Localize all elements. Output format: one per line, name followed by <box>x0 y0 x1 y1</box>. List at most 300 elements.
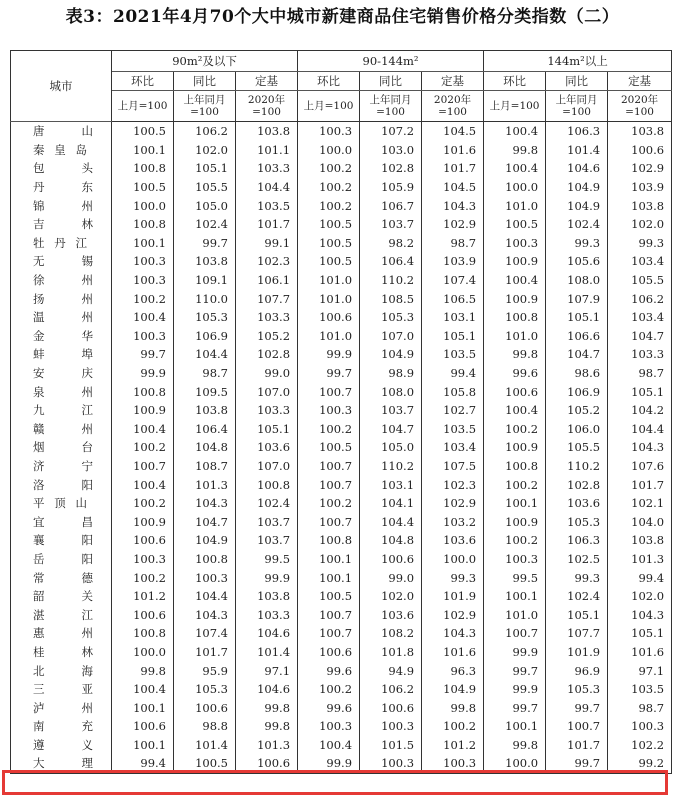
index-value-cell: 100.2 <box>484 475 546 494</box>
index-value-cell: 100.0 <box>422 550 484 569</box>
index-value-cell: 103.3 <box>608 345 672 364</box>
index-value-cell: 100.3 <box>360 754 422 773</box>
index-value-cell: 105.0 <box>360 438 422 457</box>
index-value-cell: 103.1 <box>422 308 484 327</box>
index-value-cell: 100.8 <box>484 457 546 476</box>
index-value-cell: 99.9 <box>298 754 360 773</box>
index-value-cell: 105.1 <box>422 327 484 346</box>
index-value-cell: 100.3 <box>608 717 672 736</box>
index-value-cell: 106.1 <box>236 271 298 290</box>
index-value-cell: 100.0 <box>112 643 174 662</box>
group-header-large: 144m²以上 <box>484 51 672 72</box>
index-value-cell: 100.9 <box>112 401 174 420</box>
index-value-cell: 107.7 <box>236 289 298 308</box>
index-value-cell: 100.8 <box>298 531 360 550</box>
index-value-cell: 100.1 <box>112 736 174 755</box>
index-value-cell: 101.1 <box>236 141 298 160</box>
index-value-cell: 104.4 <box>360 512 422 531</box>
table-row <box>11 698 672 717</box>
index-value-cell: 99.7 <box>298 364 360 383</box>
city-cell: 韶关 <box>11 587 112 606</box>
index-value-cell: 100.8 <box>174 550 236 569</box>
index-value-cell: 104.3 <box>608 438 672 457</box>
table-row <box>11 122 672 141</box>
index-value-cell: 101.7 <box>546 736 608 755</box>
city-cell: 大理 <box>11 754 112 773</box>
index-value-cell: 105.3 <box>546 512 608 531</box>
index-value-cell: 101.7 <box>174 643 236 662</box>
index-value-cell: 100.7 <box>298 512 360 531</box>
index-value-cell: 104.4 <box>174 345 236 364</box>
city-cell: 包头 <box>11 159 112 178</box>
index-value-cell: 101.0 <box>484 327 546 346</box>
index-value-cell: 101.0 <box>298 271 360 290</box>
index-value-cell: 103.5 <box>422 345 484 364</box>
table-header <box>11 51 672 122</box>
index-value-cell: 110.2 <box>360 457 422 476</box>
city-cell: 洛阳 <box>11 475 112 494</box>
index-value-cell: 102.4 <box>236 494 298 513</box>
index-value-cell: 99.0 <box>360 568 422 587</box>
index-value-cell: 101.0 <box>484 196 546 215</box>
city-cell: 蚌埠 <box>11 345 112 364</box>
index-value-cell: 96.3 <box>422 661 484 680</box>
index-value-cell: 103.7 <box>236 512 298 531</box>
index-value-cell: 103.3 <box>236 308 298 327</box>
index-value-cell: 99.9 <box>484 643 546 662</box>
index-value-cell: 105.2 <box>546 401 608 420</box>
index-value-cell: 100.2 <box>112 568 174 587</box>
index-value-cell: 100.1 <box>484 717 546 736</box>
table-row <box>11 215 672 234</box>
index-value-cell: 101.9 <box>546 643 608 662</box>
index-value-cell: 99.8 <box>422 698 484 717</box>
index-value-cell: 107.4 <box>422 271 484 290</box>
index-value-cell: 100.4 <box>484 159 546 178</box>
index-value-cell: 102.3 <box>236 252 298 271</box>
index-value-cell: 100.8 <box>112 215 174 234</box>
index-value-cell: 109.1 <box>174 271 236 290</box>
index-value-cell: 106.4 <box>360 252 422 271</box>
index-value-cell: 102.4 <box>546 215 608 234</box>
index-value-cell: 105.1 <box>608 382 672 401</box>
index-value-cell: 99.7 <box>546 698 608 717</box>
group-header-medium: 90-144m² <box>298 51 484 72</box>
city-cell: 宜昌 <box>11 512 112 531</box>
table-row <box>11 457 672 476</box>
index-value-cell: 103.9 <box>422 252 484 271</box>
table-row <box>11 717 672 736</box>
index-value-cell: 101.3 <box>174 475 236 494</box>
index-value-cell: 103.6 <box>236 438 298 457</box>
sub-header-cell: 同比 <box>546 72 608 91</box>
index-value-cell: 103.8 <box>608 122 672 141</box>
index-value-cell: 99.8 <box>236 698 298 717</box>
index-value-cell: 105.5 <box>174 178 236 197</box>
index-value-cell: 103.0 <box>360 141 422 160</box>
sub-header-cell: 同比 <box>174 72 236 91</box>
table-row <box>11 382 672 401</box>
index-value-cell: 103.8 <box>236 122 298 141</box>
index-value-cell: 101.4 <box>546 141 608 160</box>
index-value-cell: 100.2 <box>112 438 174 457</box>
table-row <box>11 289 672 308</box>
city-cell: 常德 <box>11 568 112 587</box>
table-row <box>11 438 672 457</box>
index-value-cell: 100.0 <box>484 754 546 773</box>
index-value-cell: 101.0 <box>484 605 546 624</box>
index-value-cell: 106.9 <box>174 327 236 346</box>
index-value-cell: 100.6 <box>112 605 174 624</box>
index-value-cell: 104.5 <box>422 122 484 141</box>
index-value-cell: 105.1 <box>546 308 608 327</box>
index-value-cell: 100.3 <box>112 550 174 569</box>
index-value-cell: 100.2 <box>298 196 360 215</box>
index-value-cell: 99.5 <box>236 550 298 569</box>
index-value-cell: 100.8 <box>236 475 298 494</box>
city-cell: 无锡 <box>11 252 112 271</box>
index-value-cell: 110.0 <box>174 289 236 308</box>
index-value-cell: 100.5 <box>112 122 174 141</box>
index-value-cell: 110.2 <box>546 457 608 476</box>
index-value-cell: 100.6 <box>112 717 174 736</box>
index-value-cell: 102.9 <box>422 494 484 513</box>
index-value-cell: 101.3 <box>236 736 298 755</box>
table-row <box>11 568 672 587</box>
index-value-cell: 98.7 <box>174 364 236 383</box>
index-value-cell: 104.9 <box>546 196 608 215</box>
index-value-cell: 104.7 <box>546 345 608 364</box>
index-value-cell: 103.8 <box>174 401 236 420</box>
table-row <box>11 196 672 215</box>
index-value-cell: 100.5 <box>298 215 360 234</box>
index-value-cell: 100.3 <box>112 252 174 271</box>
index-value-cell: 109.5 <box>174 382 236 401</box>
index-value-cell: 99.9 <box>298 345 360 364</box>
index-value-cell: 104.7 <box>360 420 422 439</box>
index-value-cell: 104.4 <box>236 178 298 197</box>
index-value-cell: 103.6 <box>546 494 608 513</box>
index-value-cell: 100.3 <box>298 122 360 141</box>
index-value-cell: 98.2 <box>360 234 422 253</box>
index-value-cell: 105.1 <box>546 605 608 624</box>
index-value-cell: 104.3 <box>174 605 236 624</box>
index-value-cell: 108.5 <box>360 289 422 308</box>
index-value-cell: 107.0 <box>236 382 298 401</box>
index-value-cell: 106.4 <box>174 420 236 439</box>
index-value-cell: 102.3 <box>422 475 484 494</box>
index-value-cell: 99.8 <box>484 345 546 364</box>
index-value-cell: 100.4 <box>112 680 174 699</box>
city-cell: 徐州 <box>11 271 112 290</box>
index-value-cell: 108.2 <box>360 624 422 643</box>
index-value-cell: 105.9 <box>360 178 422 197</box>
index-value-cell: 104.4 <box>174 587 236 606</box>
index-value-cell: 96.9 <box>546 661 608 680</box>
index-value-cell: 100.6 <box>298 308 360 327</box>
index-value-cell: 100.4 <box>112 475 174 494</box>
index-value-cell: 100.7 <box>298 457 360 476</box>
index-value-cell: 101.7 <box>422 159 484 178</box>
index-value-cell: 100.2 <box>298 494 360 513</box>
index-value-cell: 100.2 <box>422 717 484 736</box>
index-value-cell: 101.4 <box>236 643 298 662</box>
index-value-cell: 100.3 <box>174 568 236 587</box>
table-row <box>11 643 672 662</box>
index-value-cell: 104.0 <box>608 512 672 531</box>
highlight-box <box>2 770 668 795</box>
index-value-cell: 100.6 <box>608 141 672 160</box>
index-value-cell: 100.4 <box>484 122 546 141</box>
index-value-cell: 101.4 <box>174 736 236 755</box>
index-value-cell: 97.1 <box>236 661 298 680</box>
index-value-cell: 101.5 <box>360 736 422 755</box>
table-title: 表3：2021年4月70个大中城市新建商品住宅销售价格分类指数（二） <box>65 7 620 27</box>
index-value-cell: 101.2 <box>112 587 174 606</box>
index-value-cell: 103.2 <box>422 512 484 531</box>
index-value-cell: 103.9 <box>608 178 672 197</box>
table-row <box>11 327 672 346</box>
index-value-cell: 104.1 <box>360 494 422 513</box>
table-row <box>11 512 672 531</box>
index-value-cell: 105.2 <box>236 327 298 346</box>
index-value-cell: 103.5 <box>236 196 298 215</box>
index-value-cell: 103.8 <box>608 531 672 550</box>
index-value-cell: 104.5 <box>422 178 484 197</box>
index-value-cell: 100.9 <box>484 512 546 531</box>
index-value-cell: 99.9 <box>112 364 174 383</box>
index-value-cell: 105.3 <box>174 308 236 327</box>
city-cell: 三亚 <box>11 680 112 699</box>
index-value-cell: 106.3 <box>546 122 608 141</box>
index-value-cell: 99.1 <box>236 234 298 253</box>
index-value-cell: 100.2 <box>298 680 360 699</box>
index-value-cell: 103.3 <box>236 401 298 420</box>
city-cell: 南充 <box>11 717 112 736</box>
index-value-cell: 100.5 <box>298 587 360 606</box>
table-row <box>11 178 672 197</box>
index-value-cell: 103.4 <box>422 438 484 457</box>
index-value-cell: 100.6 <box>360 550 422 569</box>
sub-header-cell: 定基 <box>608 72 672 91</box>
index-value-cell: 100.5 <box>298 234 360 253</box>
index-value-cell: 105.0 <box>174 196 236 215</box>
index-value-cell: 101.0 <box>298 327 360 346</box>
index-value-cell: 103.8 <box>174 252 236 271</box>
table-row <box>11 401 672 420</box>
table-row <box>11 420 672 439</box>
index-value-cell: 100.8 <box>112 159 174 178</box>
index-value-cell: 103.7 <box>360 215 422 234</box>
index-value-cell: 100.0 <box>298 141 360 160</box>
index-value-cell: 100.1 <box>298 550 360 569</box>
index-value-cell: 102.2 <box>608 736 672 755</box>
base-header-cell: 上年同月 =100 <box>546 91 608 122</box>
index-value-cell: 101.0 <box>298 289 360 308</box>
index-value-cell: 102.1 <box>608 494 672 513</box>
base-header-cell: 上年同月 =100 <box>174 91 236 122</box>
index-value-cell: 100.5 <box>298 252 360 271</box>
index-value-cell: 105.1 <box>174 159 236 178</box>
index-value-cell: 102.8 <box>236 345 298 364</box>
index-value-cell: 102.7 <box>422 401 484 420</box>
index-value-cell: 99.3 <box>546 234 608 253</box>
index-value-cell: 101.2 <box>422 736 484 755</box>
index-value-cell: 99.7 <box>546 754 608 773</box>
index-value-cell: 100.8 <box>484 308 546 327</box>
index-value-cell: 101.6 <box>608 643 672 662</box>
group-header-small: 90m²及以下 <box>112 51 298 72</box>
index-value-cell: 99.2 <box>608 754 672 773</box>
city-cell: 平顶山 <box>11 494 112 513</box>
index-value-cell: 98.9 <box>360 364 422 383</box>
index-value-cell: 106.2 <box>360 680 422 699</box>
index-value-cell: 100.4 <box>484 401 546 420</box>
index-value-cell: 107.2 <box>360 122 422 141</box>
table-row <box>11 252 672 271</box>
index-value-cell: 100.6 <box>298 643 360 662</box>
index-value-cell: 101.7 <box>608 475 672 494</box>
index-value-cell: 100.7 <box>298 624 360 643</box>
index-value-cell: 99.0 <box>236 364 298 383</box>
index-value-cell: 100.1 <box>112 141 174 160</box>
index-value-cell: 97.1 <box>608 661 672 680</box>
index-value-cell: 99.3 <box>546 568 608 587</box>
index-value-cell: 99.6 <box>484 364 546 383</box>
index-value-cell: 103.8 <box>236 587 298 606</box>
index-value-cell: 100.7 <box>298 605 360 624</box>
index-value-cell: 104.7 <box>174 512 236 531</box>
index-value-cell: 100.2 <box>298 420 360 439</box>
city-cell: 温州 <box>11 308 112 327</box>
index-value-cell: 98.6 <box>546 364 608 383</box>
sub-header-cell: 定基 <box>236 72 298 91</box>
city-cell: 吉林 <box>11 215 112 234</box>
city-cell: 扬州 <box>11 289 112 308</box>
sub-header-cell: 定基 <box>422 72 484 91</box>
index-value-cell: 102.5 <box>546 550 608 569</box>
index-value-cell: 100.6 <box>236 754 298 773</box>
table-row <box>11 364 672 383</box>
index-value-cell: 100.6 <box>484 382 546 401</box>
index-value-cell: 100.2 <box>484 420 546 439</box>
index-value-cell: 103.7 <box>360 401 422 420</box>
index-value-cell: 104.3 <box>174 494 236 513</box>
index-value-cell: 104.9 <box>422 680 484 699</box>
index-value-cell: 106.7 <box>360 196 422 215</box>
index-value-cell: 102.8 <box>546 475 608 494</box>
index-value-cell: 104.9 <box>360 345 422 364</box>
index-value-cell: 100.2 <box>112 289 174 308</box>
index-value-cell: 106.2 <box>608 289 672 308</box>
index-value-cell: 100.4 <box>112 308 174 327</box>
index-value-cell: 99.5 <box>484 568 546 587</box>
index-value-cell: 106.2 <box>174 122 236 141</box>
index-value-cell: 103.7 <box>236 531 298 550</box>
index-value-cell: 98.7 <box>422 234 484 253</box>
index-value-cell: 100.7 <box>298 382 360 401</box>
index-value-cell: 104.6 <box>236 624 298 643</box>
index-value-cell: 106.0 <box>546 420 608 439</box>
index-value-cell: 103.8 <box>608 196 672 215</box>
index-value-cell: 102.0 <box>174 141 236 160</box>
index-value-cell: 100.9 <box>484 438 546 457</box>
index-value-cell: 100.5 <box>112 178 174 197</box>
index-value-cell: 100.4 <box>484 271 546 290</box>
index-value-cell: 100.0 <box>112 196 174 215</box>
table-row <box>11 736 672 755</box>
table-row <box>11 661 672 680</box>
city-cell: 九江 <box>11 401 112 420</box>
index-value-cell: 104.6 <box>546 159 608 178</box>
table-row <box>11 494 672 513</box>
index-value-cell: 100.7 <box>546 717 608 736</box>
index-value-cell: 104.3 <box>422 624 484 643</box>
index-value-cell: 105.3 <box>360 308 422 327</box>
index-value-cell: 107.0 <box>236 457 298 476</box>
index-value-cell: 103.4 <box>608 308 672 327</box>
index-value-cell: 100.1 <box>484 494 546 513</box>
index-value-cell: 100.3 <box>298 717 360 736</box>
table-row <box>11 624 672 643</box>
index-value-cell: 100.7 <box>298 475 360 494</box>
index-value-cell: 94.9 <box>360 661 422 680</box>
index-value-cell: 110.2 <box>360 271 422 290</box>
index-value-cell: 100.8 <box>112 624 174 643</box>
index-value-cell: 100.6 <box>174 698 236 717</box>
table-row <box>11 271 672 290</box>
index-value-cell: 100.3 <box>484 550 546 569</box>
index-value-cell: 99.7 <box>174 234 236 253</box>
index-value-cell: 100.0 <box>484 178 546 197</box>
index-value-cell: 99.7 <box>484 661 546 680</box>
city-cell: 牡丹江 <box>11 234 112 253</box>
table-row <box>11 605 672 624</box>
index-value-cell: 100.2 <box>484 531 546 550</box>
index-value-cell: 100.4 <box>298 736 360 755</box>
city-column-header: 城市 <box>11 51 112 122</box>
table-row <box>11 308 672 327</box>
base-header-cell: 上月=100 <box>112 91 174 122</box>
index-value-cell: 101.3 <box>608 550 672 569</box>
index-value-cell: 105.1 <box>608 624 672 643</box>
index-value-cell: 103.5 <box>608 680 672 699</box>
index-value-cell: 101.6 <box>422 643 484 662</box>
city-cell: 秦皇岛 <box>11 141 112 160</box>
index-value-cell: 100.1 <box>112 698 174 717</box>
index-value-cell: 106.3 <box>546 531 608 550</box>
table-body <box>11 122 672 774</box>
index-value-cell: 100.9 <box>484 252 546 271</box>
index-value-cell: 99.4 <box>422 364 484 383</box>
base-header-cell: 上年同月 =100 <box>360 91 422 122</box>
index-value-cell: 104.2 <box>608 401 672 420</box>
index-value-cell: 100.6 <box>112 531 174 550</box>
index-value-cell: 105.8 <box>422 382 484 401</box>
index-value-cell: 99.3 <box>422 568 484 587</box>
index-value-cell: 98.8 <box>174 717 236 736</box>
index-value-cell: 105.5 <box>546 438 608 457</box>
table-row <box>11 345 672 364</box>
index-value-cell: 105.1 <box>236 420 298 439</box>
base-header-cell: 2020年 =100 <box>236 91 298 122</box>
index-value-cell: 100.3 <box>360 717 422 736</box>
index-value-cell: 100.2 <box>298 178 360 197</box>
index-value-cell: 100.1 <box>484 587 546 606</box>
index-value-cell: 101.6 <box>422 141 484 160</box>
index-value-cell: 98.7 <box>608 698 672 717</box>
index-value-cell: 99.8 <box>112 661 174 680</box>
